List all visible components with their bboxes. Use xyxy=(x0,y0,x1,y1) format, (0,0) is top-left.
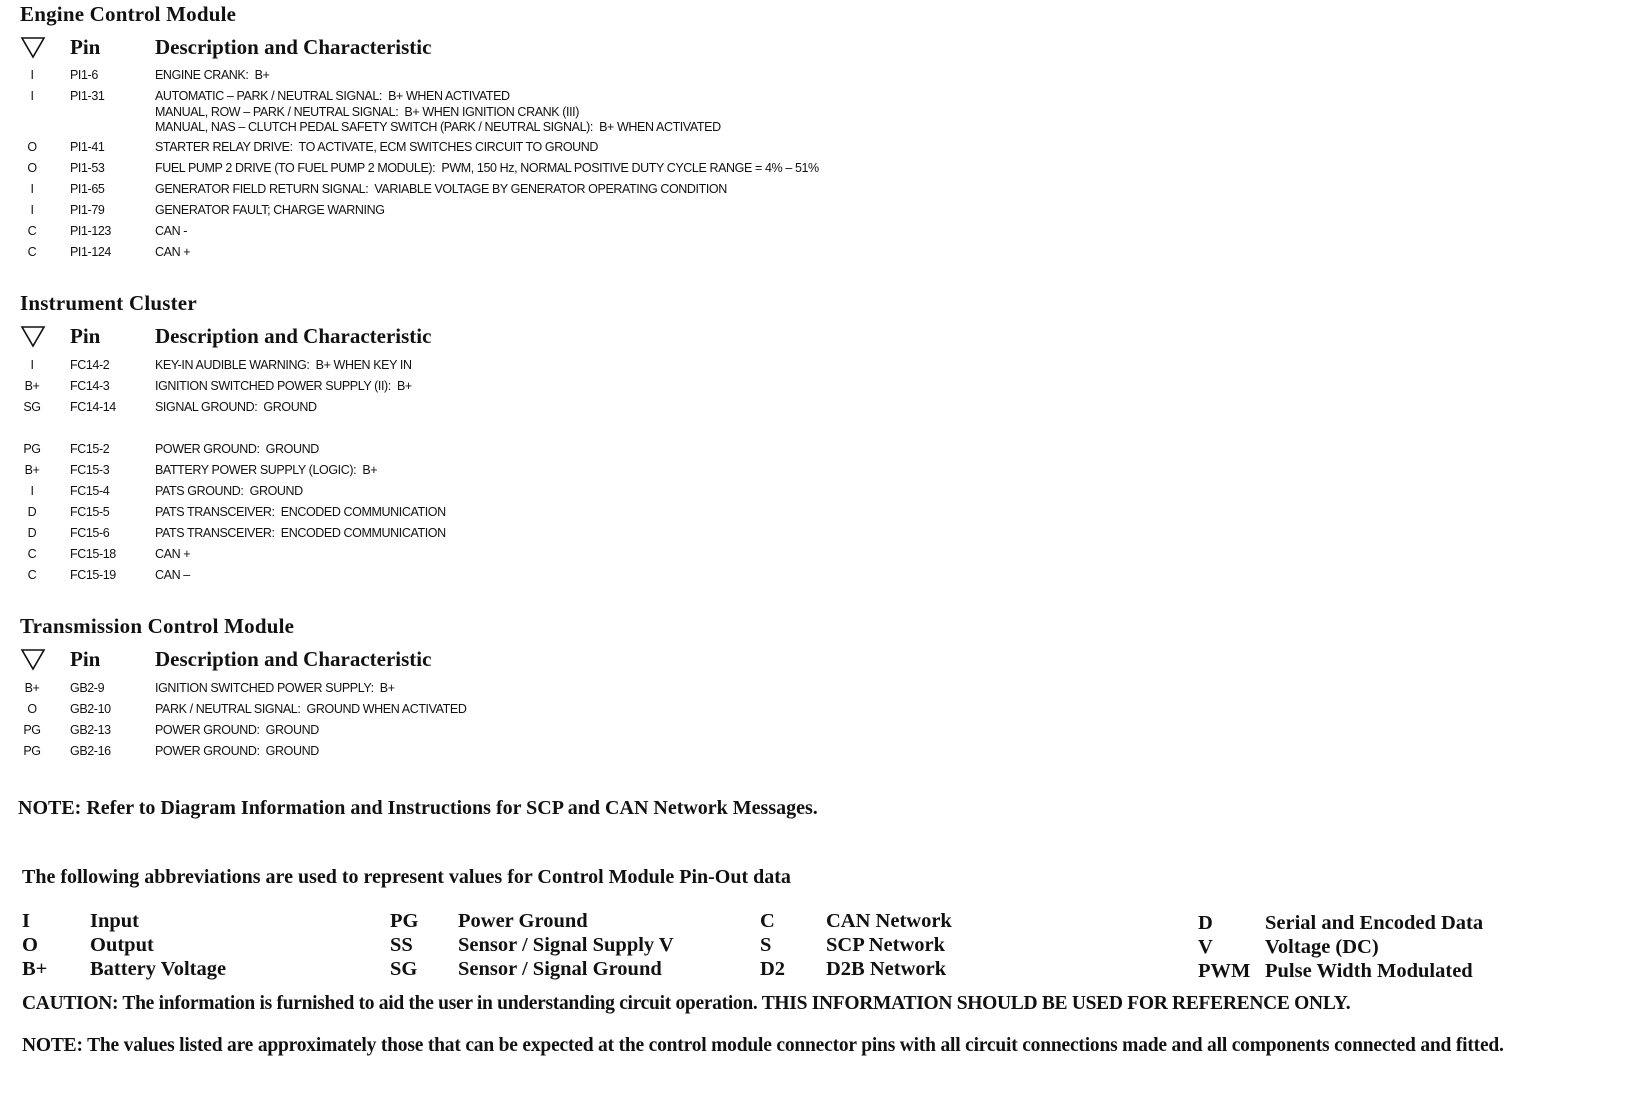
table-row xyxy=(20,203,1020,221)
pin-type: B+ xyxy=(24,463,40,477)
abbr-code: PWM xyxy=(1198,960,1251,982)
table-header-ecm xyxy=(20,35,620,61)
section-title-tcm: Transmission Control Module xyxy=(20,614,295,638)
pin-type: I xyxy=(30,203,34,217)
pin-description: IGNITION SWITCHED POWER SUPPLY: B+ xyxy=(155,681,395,695)
pin-type: B+ xyxy=(24,379,40,393)
pin-type: C xyxy=(27,547,37,561)
pin-id: FC15-3 xyxy=(70,463,110,477)
abbr-label: D2B Network xyxy=(826,958,947,980)
triangle-icon xyxy=(20,647,46,671)
pin-type: C xyxy=(27,245,37,259)
pin-id: PI1-53 xyxy=(70,161,105,175)
table-header-instrument-cluster xyxy=(20,324,620,350)
pin-id: FC15-6 xyxy=(70,526,110,540)
pin-description: KEY-IN AUDIBLE WARNING: B+ WHEN KEY IN xyxy=(155,358,412,372)
pin-description: SIGNAL GROUND: GROUND xyxy=(155,400,317,414)
pin-description: GENERATOR FAULT; CHARGE WARNING xyxy=(155,203,385,217)
table-row xyxy=(20,505,1020,523)
pin-id: PI1-124 xyxy=(70,245,111,259)
table-row xyxy=(20,182,1020,200)
pin-description: FUEL PUMP 2 DRIVE (TO FUEL PUMP 2 MODULE): PWM, 150 Hz, NORMAL POSITIVE DUTY CYCLE RANGE = 4% – 51% xyxy=(155,161,819,175)
abbr-code: PG xyxy=(390,910,419,932)
pin-id: FC14-14 xyxy=(70,400,116,414)
pin-type: PG xyxy=(23,744,41,758)
abbr-code: V xyxy=(1198,936,1213,958)
pin-id: GB2-10 xyxy=(70,702,111,716)
pin-type: D xyxy=(27,526,37,540)
pin-type: D xyxy=(27,505,37,519)
pin-description: IGNITION SWITCHED POWER SUPPLY (II): B+ xyxy=(155,379,412,393)
table-row xyxy=(20,744,1020,762)
abbr-code: O xyxy=(22,934,38,956)
pin-id: FC14-2 xyxy=(70,358,110,372)
table-row xyxy=(20,358,1020,376)
pin-type: B+ xyxy=(24,681,40,695)
pin-id: GB2-13 xyxy=(70,723,111,737)
pin-description: CAN + xyxy=(155,245,191,259)
table-row xyxy=(20,442,1020,460)
abbr-label: Battery Voltage xyxy=(90,958,227,980)
pin-type: O xyxy=(27,140,37,154)
pin-type: I xyxy=(30,68,34,82)
table-row xyxy=(20,723,1020,741)
triangle-icon xyxy=(20,35,46,59)
abbr-label: Serial and Encoded Data xyxy=(1265,912,1484,934)
values-note: NOTE: The values listed are approximately those that can be expected at the control module connector pins with all circuit connections made and all components connected and fitted. xyxy=(22,1035,1504,1056)
table-row xyxy=(20,568,1020,586)
pin-description: AUTOMATIC – PARK / NEUTRAL SIGNAL: B+ WHEN ACTIVATED MANUAL, ROW – PARK / NEUTRAL SIGNAL: B+ WHEN IGNITION CRANK (III) MANUAL, NAS – CLUTCH PEDAL SAFETY SWITCH (PARK / NEUTRAL SIGNAL): B+ WHEN ACTIVATED xyxy=(155,89,721,134)
pin-id: FC15-4 xyxy=(70,484,110,498)
abbr-code: I xyxy=(22,910,30,932)
description-header: Description and Characteristic xyxy=(155,35,432,59)
pin-description: POWER GROUND: GROUND xyxy=(155,744,319,758)
pin-header: Pin xyxy=(70,647,101,671)
pin-description: PARK / NEUTRAL SIGNAL: GROUND WHEN ACTIVATED xyxy=(155,702,467,716)
pin-description: BATTERY POWER SUPPLY (LOGIC): B+ xyxy=(155,463,378,477)
pin-id: PI1-79 xyxy=(70,203,105,217)
section-title-ecm: Engine Control Module xyxy=(20,2,237,26)
pin-description: PATS TRANSCEIVER: ENCODED COMMUNICATION xyxy=(155,505,446,519)
abbr-code: B+ xyxy=(22,958,48,980)
abbr-code: SS xyxy=(390,934,413,956)
pin-header: Pin xyxy=(70,35,101,59)
table-header-tcm xyxy=(20,647,620,673)
table-row xyxy=(20,702,1020,720)
table-row xyxy=(20,140,1020,158)
pin-description: ENGINE CRANK: B+ xyxy=(155,68,270,82)
pin-id: PI1-6 xyxy=(70,68,98,82)
pin-id: PI1-31 xyxy=(70,89,105,103)
pin-description: PATS GROUND: GROUND xyxy=(155,484,303,498)
caution-note: CAUTION: The information is furnished to aid the user in understanding circuit operation. THIS INFORMATION SHOULD BE USED FOR REFERENCE ONLY. xyxy=(22,993,1351,1014)
abbr-label: Power Ground xyxy=(458,910,588,932)
pin-id: FC15-19 xyxy=(70,568,116,582)
pin-type: PG xyxy=(23,723,41,737)
abbr-code: SG xyxy=(390,958,418,980)
table-row xyxy=(20,484,1020,502)
abbr-label: Output xyxy=(90,934,154,956)
abbr-code: C xyxy=(760,910,775,932)
pin-type: SG xyxy=(23,400,41,414)
table-row xyxy=(20,245,1020,263)
pin-type: I xyxy=(30,89,34,103)
pin-description: POWER GROUND: GROUND xyxy=(155,442,319,456)
table-row xyxy=(20,224,1020,242)
pin-type: I xyxy=(30,182,34,196)
pin-id: GB2-16 xyxy=(70,744,111,758)
pin-type: C xyxy=(27,224,37,238)
table-row xyxy=(20,68,1020,86)
table-row xyxy=(20,400,1020,418)
pin-id: FC14-3 xyxy=(70,379,110,393)
pin-description: POWER GROUND: GROUND xyxy=(155,723,319,737)
pin-type: O xyxy=(27,702,37,716)
pin-id: FC15-5 xyxy=(70,505,110,519)
abbr-code: D xyxy=(1198,912,1213,934)
pin-id: PI1-41 xyxy=(70,140,105,154)
abbr-code: S xyxy=(760,934,772,956)
pin-description: CAN - xyxy=(155,224,188,238)
pin-type: O xyxy=(27,161,37,175)
abbr-label: Pulse Width Modulated xyxy=(1265,960,1473,982)
pin-description: CAN – xyxy=(155,568,190,582)
pin-id: PI1-123 xyxy=(70,224,111,238)
table-row xyxy=(20,526,1020,544)
abbr-label: Sensor / Signal Supply V xyxy=(458,934,674,956)
abbr-code: D2 xyxy=(760,958,786,980)
description-header: Description and Characteristic xyxy=(155,324,432,348)
pin-id: PI1-65 xyxy=(70,182,105,196)
table-row xyxy=(20,547,1020,565)
table-row xyxy=(20,379,1020,397)
pin-type: PG xyxy=(23,442,41,456)
table-row xyxy=(20,681,1020,699)
abbr-label: Voltage (DC) xyxy=(1265,936,1379,958)
network-note: NOTE: Refer to Diagram Information and Instructions for SCP and CAN Network Messages. xyxy=(18,797,818,819)
table-row xyxy=(20,89,1020,134)
pin-type: I xyxy=(30,484,34,498)
pin-description: CAN + xyxy=(155,547,191,561)
abbr-label: CAN Network xyxy=(826,910,952,932)
pin-description: STARTER RELAY DRIVE: TO ACTIVATE, ECM SWITCHES CIRCUIT TO GROUND xyxy=(155,140,599,154)
pin-id: FC15-18 xyxy=(70,547,116,561)
pin-type: C xyxy=(27,568,37,582)
pin-id: FC15-2 xyxy=(70,442,110,456)
abbreviations-intro: The following abbreviations are used to represent values for Control Module Pin-Out data xyxy=(22,866,791,888)
pin-type: I xyxy=(30,358,34,372)
section-title-instrument-cluster: Instrument Cluster xyxy=(20,291,197,315)
abbr-label: Sensor / Signal Ground xyxy=(458,958,662,980)
table-row xyxy=(20,161,1020,179)
description-header: Description and Characteristic xyxy=(155,647,432,671)
abbr-label: Input xyxy=(90,910,140,932)
pin-description: PATS TRANSCEIVER: ENCODED COMMUNICATION xyxy=(155,526,446,540)
pin-description: GENERATOR FIELD RETURN SIGNAL: VARIABLE VOLTAGE BY GENERATOR OPERATING CONDITION xyxy=(155,182,727,196)
pin-id: GB2-9 xyxy=(70,681,105,695)
triangle-icon xyxy=(20,324,46,348)
pin-header: Pin xyxy=(70,324,101,348)
abbr-label: SCP Network xyxy=(826,934,946,956)
table-row xyxy=(20,463,1020,481)
